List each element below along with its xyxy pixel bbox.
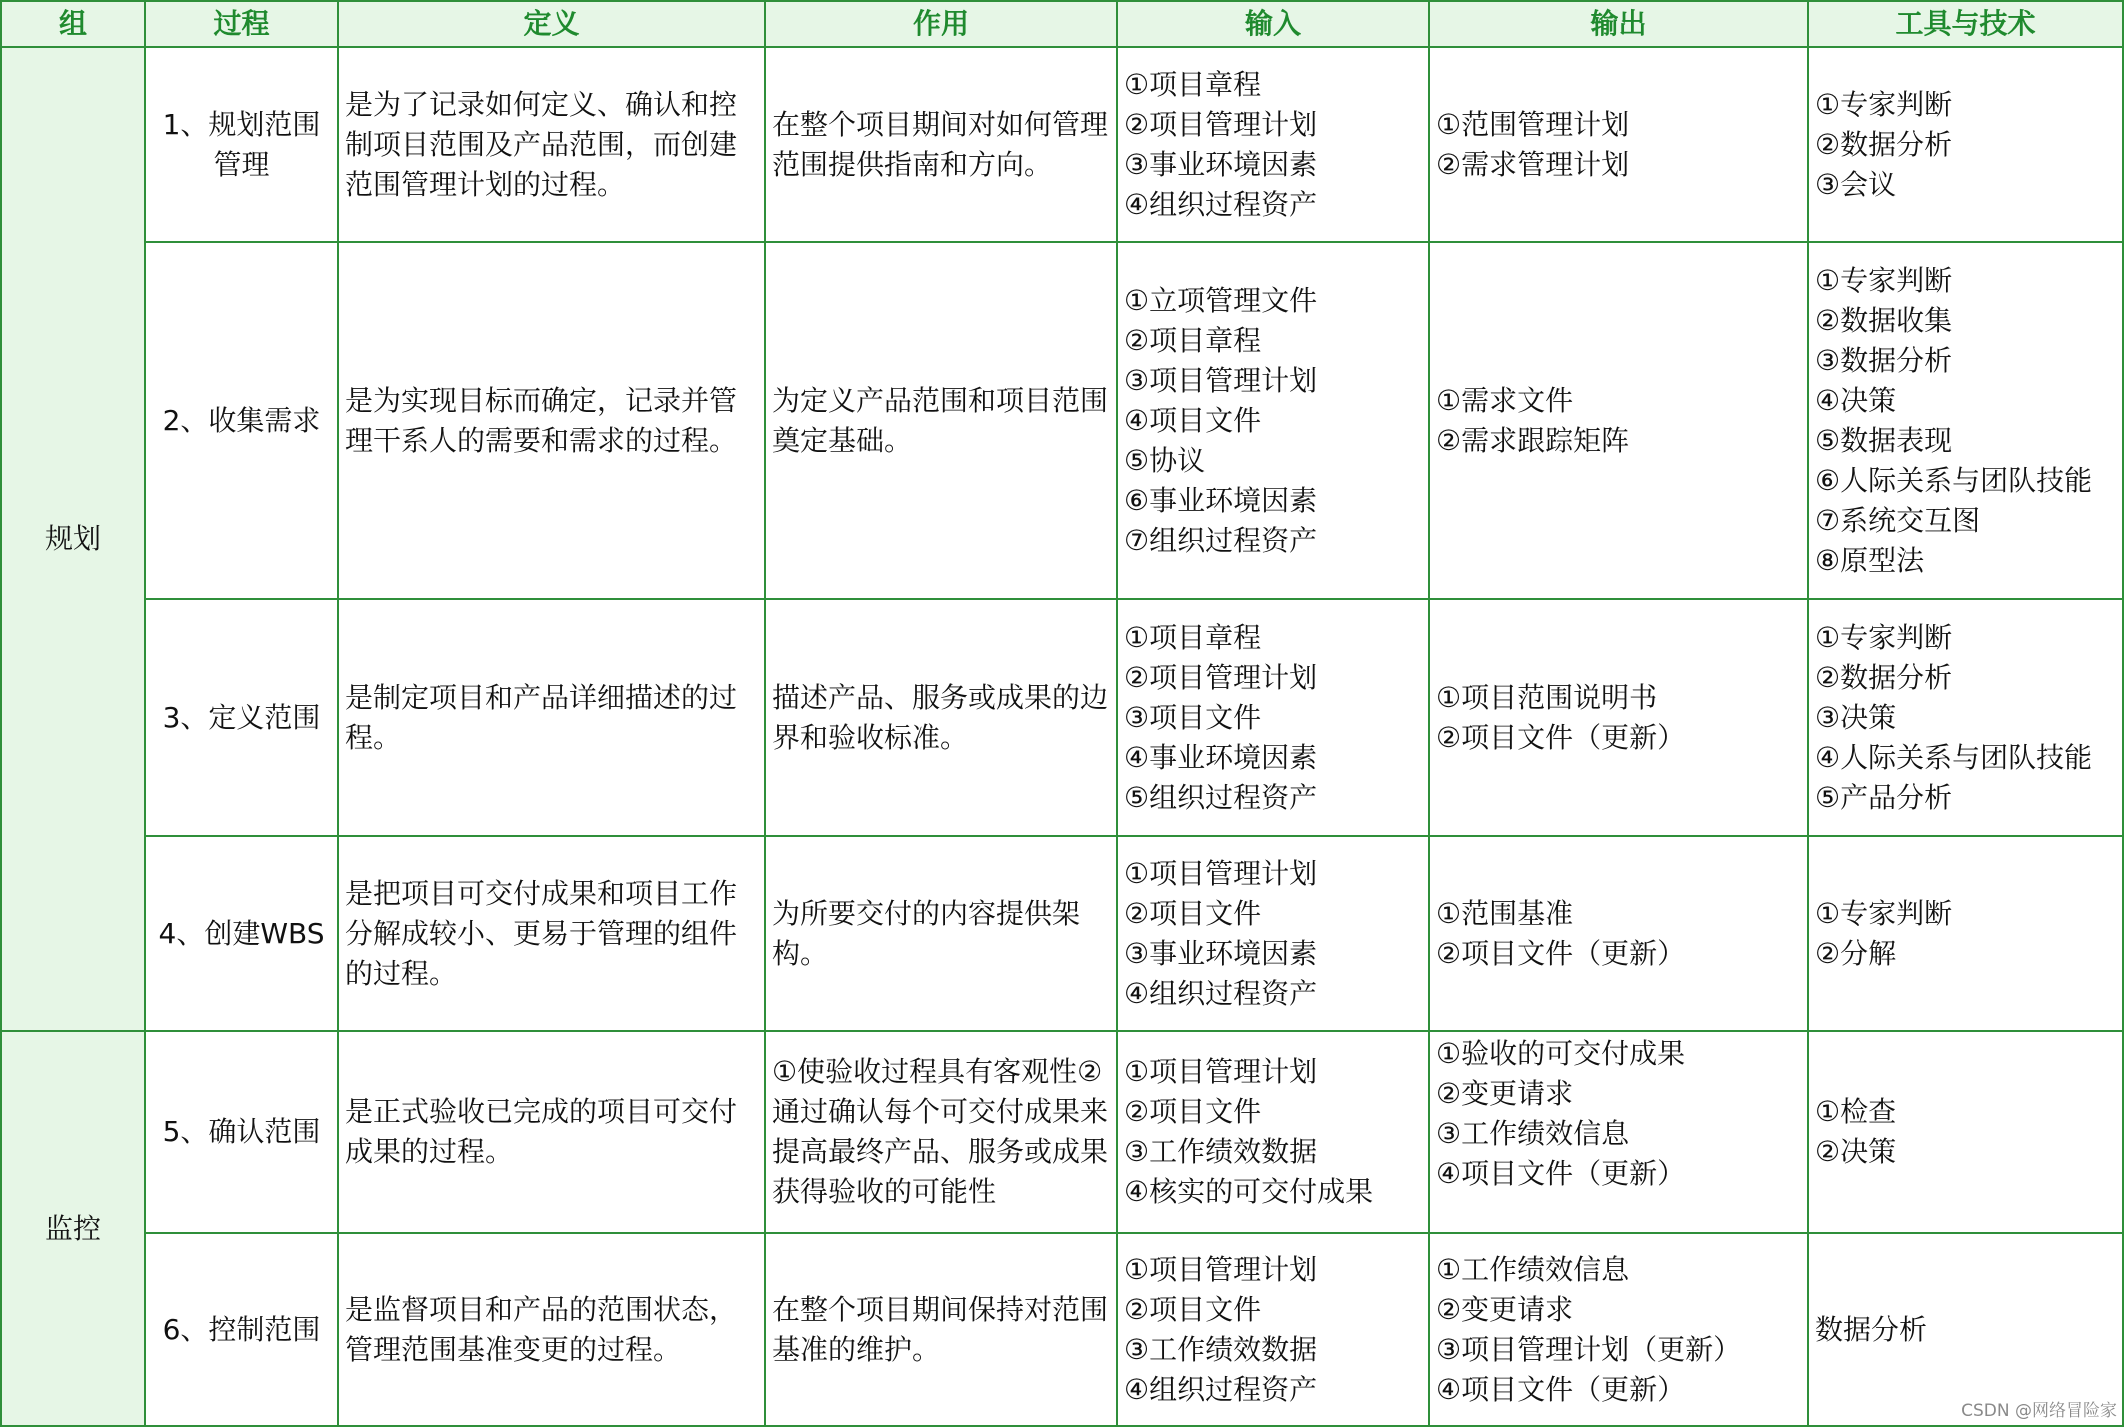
list-item: ①需求文件 [1436,383,1574,417]
list-item: ⑧原型法 [1815,543,1925,577]
outputs-cell [1429,1031,1808,1233]
list-item: ①范围管理计划 [1436,107,1630,141]
list-item: ③会议 [1815,167,1897,201]
list-item: ①验收的可交付成果 [1436,1037,1686,1070]
list-item: 数据分析 [1815,1312,1928,1346]
list-item: ③决策 [1815,700,1897,734]
definition-cell: 是为实现目标而确定，记录并管理干系人的需要和需求的过程。 [338,242,765,599]
table-row [1,1233,2123,1426]
list-item: ①检查 [1815,1095,1897,1128]
purpose-cell: 在整个项目期间保持对范围基准的维护。 [765,1233,1117,1426]
list-item: ④项目文件（更新） [1436,1157,1686,1190]
header-inputs: 输入 [1117,1,1429,47]
list-item: ⑤组织过程资产 [1124,780,1318,814]
process-cell: 6、控制范围 [145,1233,338,1426]
definition-cell: 是把项目可交付成果和项目工作分解成较小、更易于管理的组件的过程。 [338,836,765,1031]
list-item: ②数据分析 [1815,660,1953,694]
list-item: ②项目文件 [1124,1292,1262,1326]
outputs-cell [1429,242,1808,599]
outputs-cell [1429,47,1808,242]
list-item: ②决策 [1815,1135,1897,1168]
watermark-text: CSDN @网络冒险家 [1961,1401,2117,1421]
list-item: ③工作绩效数据 [1124,1332,1318,1366]
list-item: ①项目管理计划 [1124,856,1318,890]
table-row [1,242,2123,599]
list-item: ①专家判断 [1815,263,1953,297]
list-item: ⑤数据表现 [1815,423,1953,457]
list-item: ③事业环境因素 [1124,936,1318,970]
inputs-cell [1117,599,1429,836]
tools-cell [1808,599,2123,836]
list-item: ①项目范围说明书 [1436,680,1658,714]
list-item: ②项目管理计划 [1124,107,1318,141]
tools-cell [1808,836,2123,1031]
purpose-cell: 为所要交付的内容提供架构。 [765,836,1117,1031]
tools-cell [1808,47,2123,242]
table-row [1,1031,2123,1233]
list-item: ②项目管理计划 [1124,660,1318,694]
purpose-cell: 在整个项目期间对如何管理范围提供指南和方向。 [765,47,1117,242]
list-item: ①项目管理计划 [1124,1055,1318,1088]
tools-cell [1808,242,2123,599]
definition-cell: 是制定项目和产品详细描述的过程。 [338,599,765,836]
header-process: 过程 [145,1,338,47]
inputs-cell [1117,1233,1429,1426]
list-item: ③数据分析 [1815,343,1953,377]
definition-cell: 是正式验收已完成的项目可交付成果的过程。 [338,1031,765,1233]
list-item: ④项目文件（更新） [1436,1372,1686,1406]
list-item: ②需求管理计划 [1436,147,1630,181]
header-row [1,1,2123,47]
list-item: ①专家判断 [1815,620,1953,654]
list-item: ③工作绩效信息 [1436,1117,1630,1150]
outputs-cell [1429,1233,1808,1426]
header-definition: 定义 [338,1,765,47]
list-item: ②项目文件 [1124,896,1262,930]
outputs-cell [1429,836,1808,1031]
process-cell: 1、规划范围管理 [145,47,338,242]
group-cell-monitoring: 监控 [1,1031,145,1426]
list-item: ①专家判断 [1815,896,1953,930]
list-item: ⑦组织过程资产 [1124,523,1318,557]
inputs-cell [1117,836,1429,1031]
list-item: ①范围基准 [1436,896,1574,930]
list-item: ③工作绩效数据 [1124,1135,1318,1168]
definition-cell: 是监督项目和产品的范围状态，管理范围基准变更的过程。 [338,1233,765,1426]
outputs-cell [1429,599,1808,836]
list-item: ④项目文件 [1124,403,1262,437]
list-item: ⑤协议 [1124,443,1206,477]
list-item: ④人际关系与团队技能 [1815,740,2093,774]
inputs-cell [1117,242,1429,599]
header-purpose: 作用 [765,1,1117,47]
definition-cell: 是为了记录如何定义、确认和控制项目范围及产品范围，而创建范围管理计划的过程。 [338,47,765,242]
list-item: ①立项管理文件 [1124,283,1318,317]
list-item: ⑥事业环境因素 [1124,483,1318,517]
list-item: ②项目文件（更新） [1436,936,1686,970]
process-cell: 3、定义范围 [145,599,338,836]
list-item: ②变更请求 [1436,1292,1574,1326]
list-item: ④组织过程资产 [1124,1372,1318,1406]
header-group: 组 [1,1,145,47]
process-cell: 5、确认范围 [145,1031,338,1233]
purpose-cell: ①使验收过程具有客观性②通过确认每个可交付成果来提高最终产品、服务或成果获得验收的可能性 [765,1031,1117,1233]
list-item: ③项目文件 [1124,700,1262,734]
group-cell-planning: 规划 [1,47,145,1031]
list-item: ①项目章程 [1124,620,1262,654]
list-item: ①专家判断 [1815,87,1953,121]
table-row [1,599,2123,836]
list-item: ⑤产品分析 [1815,780,1953,814]
list-item: ④决策 [1815,383,1897,417]
table-row [1,47,2123,242]
list-item: ④事业环境因素 [1124,740,1318,774]
list-item: ④组织过程资产 [1124,187,1318,221]
table-row [1,836,2123,1031]
list-item: ②需求跟踪矩阵 [1436,423,1630,457]
list-item: ②分解 [1815,936,1897,970]
inputs-cell [1117,1031,1429,1233]
list-item: ④组织过程资产 [1124,976,1318,1010]
inputs-cell [1117,47,1429,242]
list-item: ②项目文件 [1124,1095,1262,1128]
tools-cell [1808,1031,2123,1233]
header-tools: 工具与技术 [1808,1,2123,47]
list-item: ③事业环境因素 [1124,147,1318,181]
list-item: ②数据收集 [1815,303,1953,337]
purpose-cell: 为定义产品范围和项目范围奠定基础。 [765,242,1117,599]
list-item: ②变更请求 [1436,1077,1574,1110]
list-item: ③项目管理计划 [1124,363,1318,397]
purpose-cell: 描述产品、服务或成果的边界和验收标准。 [765,599,1117,836]
list-item: ②项目章程 [1124,323,1262,357]
list-item: ①项目章程 [1124,67,1262,101]
list-item: ①项目管理计划 [1124,1252,1318,1286]
list-item: ②数据分析 [1815,127,1953,161]
list-item: ⑥人际关系与团队技能 [1815,463,2093,497]
list-item: ④核实的可交付成果 [1124,1175,1374,1208]
list-item: ①工作绩效信息 [1436,1252,1630,1286]
list-item: ②项目文件（更新） [1436,720,1686,754]
process-cell: 4、创建WBS [145,836,338,1031]
list-item: ③项目管理计划（更新） [1436,1332,1742,1366]
list-item: ⑦系统交互图 [1815,503,1981,537]
process-cell: 2、收集需求 [145,242,338,599]
header-outputs: 输出 [1429,1,1808,47]
